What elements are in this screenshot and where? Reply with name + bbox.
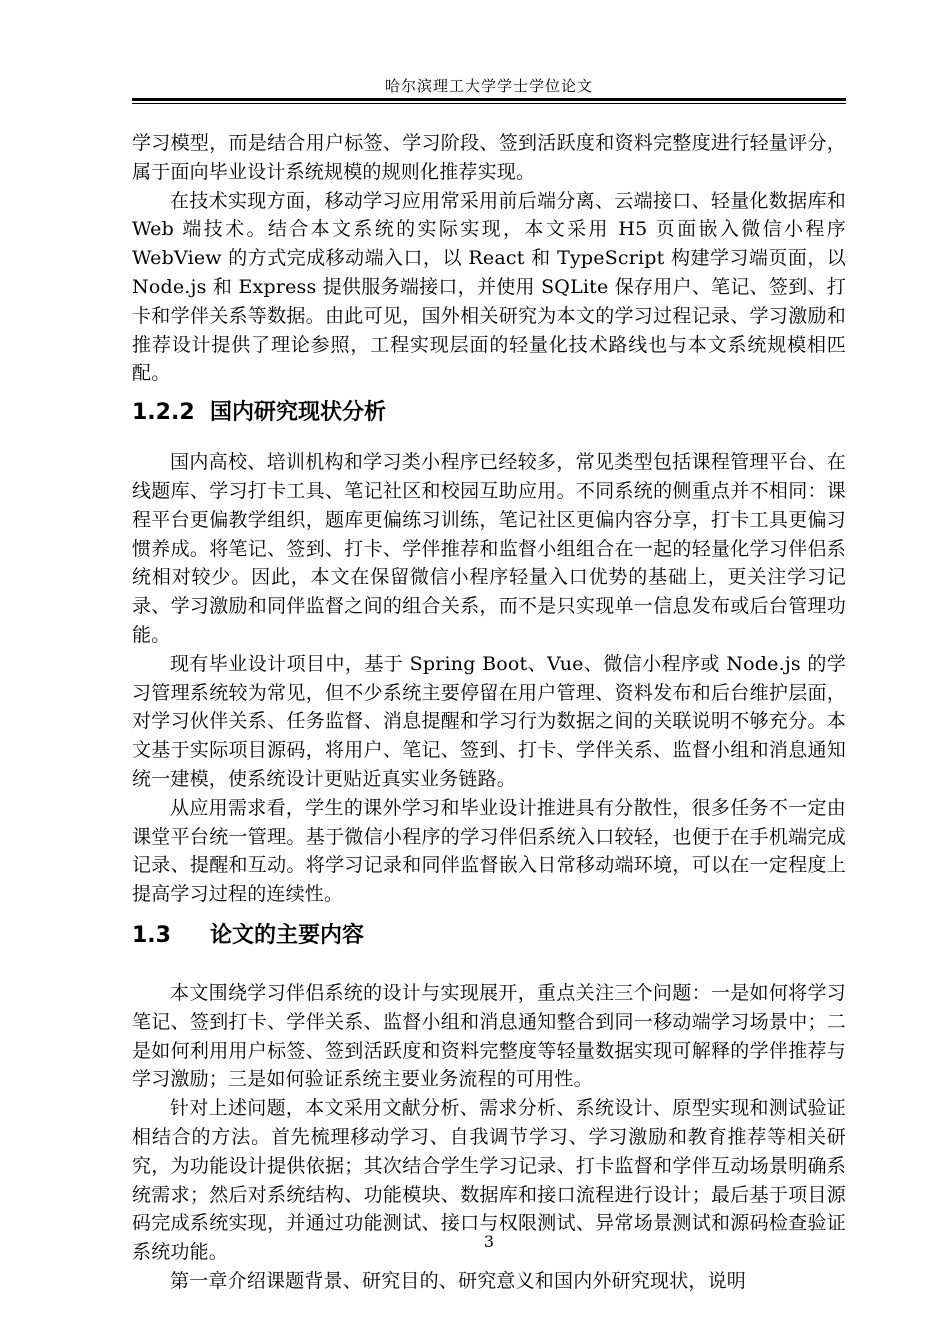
section-title: 论文的主要内容 bbox=[210, 922, 365, 948]
body-paragraph: 现有毕业设计项目中，基于 Spring Boot、Vue、微信小程序或 Node.js 的学习管理系统较为常见，但不少系统主要停留在用户管理、资料发布和后台维护层面，对学习伙伴关系、任务监督、消息提醒和学习行为数据之间的关联说明不够充分。本文基于实际项目源码，将用户、笔记、签到、打卡、学伴关系、监督小组和消息通知统一建模，使系统设计更贴近真实业务链路。 bbox=[132, 652, 846, 790]
section-title: 国内研究现状分析 bbox=[210, 400, 387, 426]
section-heading-1-3 bbox=[132, 921, 846, 951]
running-header: 哈尔滨理工大学学士学位论文 bbox=[384, 77, 593, 95]
page-body bbox=[132, 129, 846, 1296]
body-paragraph: 国内高校、培训机构和学习类小程序已经较多，常见类型包括课程管理平台、在线题库、学习打卡工具、笔记社区和校园互助应用。不同系统的侧重点并不相同：课程平台更偏教学组织，题库更偏练习训练，笔记社区更偏内容分享，打卡工具更偏习惯养成。将笔记、签到、打卡、学伴推荐和监督小组组合在一起的轻量化学习伴侣系统相对较少。因此，本文在保留微信小程序轻量入口优势的基础上，更关注学习记录、学习激励和同伴监督之间的组合关系，而不是只实现单一信息发布或后台管理功能。 bbox=[132, 451, 846, 646]
header-rule-thin bbox=[132, 103, 846, 104]
body-paragraph: 从应用需求看，学生的课外学习和毕业设计推进具有分散性，很多任务不一定由课堂平台统一管理。基于微信小程序的学习伴侣系统入口较轻，也便于在手机端完成记录、提醒和互动。将学习记录和同伴监督嵌入日常移动端环境，可以在一定程度上提高学习过程的连续性。 bbox=[132, 796, 846, 906]
section-number: 1.2.2 bbox=[132, 400, 195, 426]
body-paragraph: 第一章介绍课题背景、研究目的、研究意义和国内外研究现状，说明 bbox=[170, 1269, 747, 1292]
body-paragraph: 针对上述问题，本文采用文献分析、需求分析、系统设计、原型实现和测试验证相结合的方法。首先梳理移动学习、自我调节学习、学习激励和教育推荐等相关研究，为功能设计提供依据；其次结合学生学习记录、打卡监督和学伴互动场景明确系统需求；然后对系统结构、功能模块、数据库和接口流程进行设计；最后基于项目源码完成系统实现，并通过功能测试、接口与权限测试、异常场景测试和源码检查验证系统功能。 bbox=[132, 1097, 846, 1264]
body-paragraph: 本文围绕学习伴侣系统的设计与实现展开，重点关注三个问题：一是如何将学习笔记、签到打卡、学伴关系、监督小组和消息通知整合到同一移动端学习场景中；二是如何利用用户标签、签到活跃度和资料完整度等轻量数据实现可解释的学伴推荐与学习激励；三是如何验证系统主要业务流程的可用性。 bbox=[132, 981, 846, 1091]
header-rule-thick bbox=[132, 98, 846, 101]
section-number: 1.3 bbox=[132, 922, 171, 948]
page-number: 3 bbox=[483, 1232, 495, 1251]
section-heading-1-2-2 bbox=[132, 398, 846, 428]
body-paragraph: 学习模型，而是结合用户标签、学习阶段、签到活跃度和资料完整度进行轻量评分，属于面向毕业设计系统规模的规则化推荐实现。 bbox=[132, 132, 846, 183]
body-paragraph: 在技术实现方面，移动学习应用常采用前后端分离、云端接口、轻量化数据库和 Web 端技术。结合本文系统的实际实现，本文采用 H5 页面嵌入微信小程序 WebView 的方式完成移动端入口，以 React 和 TypeScript 构建学习端页面，以 Node.js 和 Express 提供服务端接口，并使用 SQLite 保存用户、笔记、签到、打卡和学伴关系等数据。由此可见，国外相关研究为本文的学习过程记录、学习激励和推荐设计提供了理论参照，工程实现层面的轻量化技术路线也与本文系统规模相匹配。 bbox=[132, 189, 846, 385]
